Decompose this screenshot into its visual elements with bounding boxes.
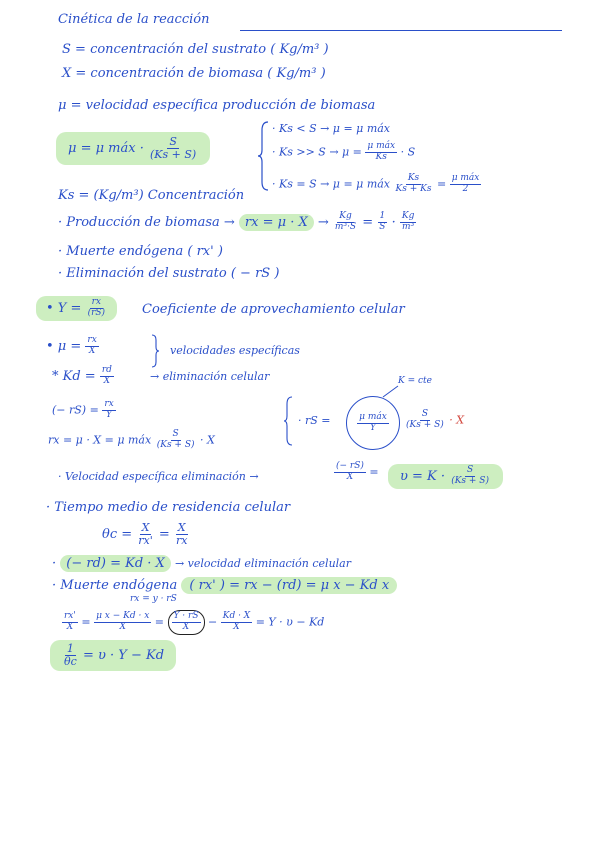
deriv-lhs-n: rx' [64, 611, 76, 621]
kd-spec-lhs: * Kd = [52, 368, 96, 384]
prod-hl: rx = μ · X [239, 214, 314, 231]
yield-num: rx [91, 297, 101, 307]
yield-label: Coeficiente de aprovechamiento celular [142, 302, 405, 317]
deriv-d3: X [182, 621, 190, 632]
vel-elim-hl-num: S [467, 465, 474, 475]
deriv-n4: Kd · X [222, 611, 251, 621]
title-rule [240, 30, 562, 31]
rs-brace [284, 396, 294, 446]
spec-brace [150, 334, 160, 368]
monod-den: (Ks + S) [150, 148, 197, 162]
rd-bullet: · [52, 556, 61, 571]
deriv-d4: X [233, 621, 240, 632]
prod-u1d: m³·S [334, 221, 357, 232]
deriv-eq: = [81, 615, 91, 629]
prod-biomasa [58, 212, 416, 233]
tiempo-n1: X [141, 521, 150, 534]
case-2-tail: · S [400, 145, 416, 159]
rs-right-lhs: · rS = [298, 414, 331, 427]
ks-definition: Ks = (Kg/m³) Concentración [58, 188, 245, 203]
case-3-lhs: · Ks = S → μ = μ máx [272, 177, 391, 191]
prod-u1n: Kg [339, 211, 352, 221]
yield-lhs: • Y = [46, 300, 82, 316]
prod-u3n: Kg [401, 211, 415, 221]
muerte2-label: · Muerte endógena [52, 578, 178, 593]
rs-right-tail: · X [449, 413, 465, 427]
rs-line2-den: (Ks + S) [156, 439, 195, 450]
vel-elim-den: X [346, 471, 354, 482]
final-equation [50, 640, 176, 671]
case-1: · Ks < S → μ = μ máx [272, 122, 391, 135]
vel-elim-hl-lhs: υ = K · [400, 468, 446, 484]
tiempo-d2: rx [175, 534, 188, 548]
rs-line1-den: Y [106, 409, 112, 420]
mu-spec-num: rx [87, 335, 97, 345]
rd-line [52, 556, 351, 571]
rs-line2-num: S [172, 429, 179, 439]
prod-dot: · [391, 214, 396, 230]
vel-elim-label: · Velocidad específica eliminación → [58, 470, 259, 483]
deriv-minus: − [208, 615, 218, 629]
circle-den: Y [370, 422, 376, 433]
k-cte-note: K = cte [398, 376, 432, 386]
rs-line2-tail: · X [200, 433, 215, 447]
rs-right-num: S [421, 409, 428, 419]
muerte2-line [52, 578, 397, 593]
rs-right [404, 410, 464, 431]
mu-spec-lhs: • μ = [46, 338, 82, 354]
bullet-muerte: · Muerte endógena ( rx' ) [58, 244, 223, 259]
yield-equation [36, 296, 117, 321]
vel-elim-num: (− rS) [336, 461, 364, 471]
rd-tail: → velocidad eliminación celular [174, 557, 351, 570]
muerte2-hl: ( rx' ) = rx − (rd) = μ x − Kd x [181, 577, 397, 594]
prod-arrow: → [317, 214, 329, 230]
case-3-den: Ks + Ks [395, 183, 432, 194]
monod-equation [56, 132, 210, 165]
prod-u2n: 1 [379, 211, 386, 221]
kd-spec [52, 366, 114, 387]
final-rhs: = υ · Y − Kd [82, 648, 165, 664]
yield-den: (rS) [87, 307, 106, 318]
prod-u2d: S [379, 221, 386, 232]
rs-line1 [52, 400, 116, 421]
case-3-num: Ks [407, 173, 420, 183]
bullet-eliminacion: · Eliminación del sustrato ( − rS ) [58, 266, 280, 281]
rs-line1-num: rx [104, 399, 114, 409]
mu-spec-den: X [88, 345, 96, 356]
monod-lhs: μ = μ máx · [68, 141, 144, 157]
prod-label: · Producción de biomasa → [58, 214, 235, 230]
circle-num: μ máx [359, 411, 387, 422]
tiempo-label: · Tiempo medio de residencia celular [46, 500, 291, 515]
tiempo-lhs: θc = [102, 527, 133, 543]
def-biomass: X = concentración de biomasa ( Kg/m³ ) [62, 66, 326, 81]
tiempo-d1: rx' [138, 534, 153, 548]
tiempo-n2: X [177, 521, 186, 534]
case-3-den2: 2 [462, 183, 469, 194]
case-3 [272, 174, 481, 195]
deriv-n3: Y · rS [173, 611, 199, 621]
rs-line1-lhs: (− rS) = [52, 403, 99, 417]
final-den: θc [64, 655, 77, 669]
deriv-tail: = Y · υ − Kd [255, 615, 325, 629]
prod-u3d: m³ [402, 221, 415, 232]
vel-elim-highlight [388, 464, 503, 489]
case-2-lhs: · Ks >> S → μ = [272, 145, 362, 159]
kd-spec-den: X [103, 375, 111, 386]
case-3-num2: μ máx [451, 173, 480, 183]
def-mu: μ = velocidad específica producción de biomasa [58, 98, 376, 113]
def-substrate: S = concentración del sustrato ( Kg/m³ ) [62, 42, 329, 57]
final-num: 1 [66, 642, 74, 655]
deriv-above: rx = y · rS [130, 594, 177, 604]
mu-spec [46, 336, 99, 357]
case-3-eq: = [436, 177, 447, 191]
prod-eq: = [362, 214, 374, 230]
mu-max-circle [346, 396, 400, 450]
derivation [62, 610, 324, 635]
rs-line2-lhs: rx = μ · X = μ máx [48, 433, 152, 447]
case-2-den: Ks [375, 151, 387, 162]
rd-hl: (− rd) = Kd · X [60, 555, 171, 572]
deriv-d2: X [119, 621, 126, 632]
tiempo-eq-sign: = [158, 527, 170, 543]
spec-arrow-text: → eliminación celular [150, 370, 270, 383]
vel-elim-hl-den: (Ks + S) [451, 475, 489, 486]
vel-elim-frac [334, 462, 379, 483]
rs-right-den: (Ks + S) [406, 419, 444, 430]
page-title: Cinética de la reacción [58, 12, 210, 27]
deriv-n2: μ x − Kd · x [96, 611, 150, 621]
tiempo-eq [102, 522, 189, 547]
rs-line2 [48, 430, 215, 451]
kd-spec-num: rd [101, 365, 112, 375]
spec-brace-text: velocidades específicas [170, 344, 300, 357]
vel-elim-eq: = [369, 465, 379, 479]
case-2-num: μ máx [367, 141, 396, 151]
monod-num: S [169, 135, 177, 148]
deriv-eq2: = [154, 615, 164, 629]
cases-brace [258, 120, 270, 192]
case-2 [272, 142, 415, 163]
deriv-lhs-d: X [66, 621, 74, 632]
